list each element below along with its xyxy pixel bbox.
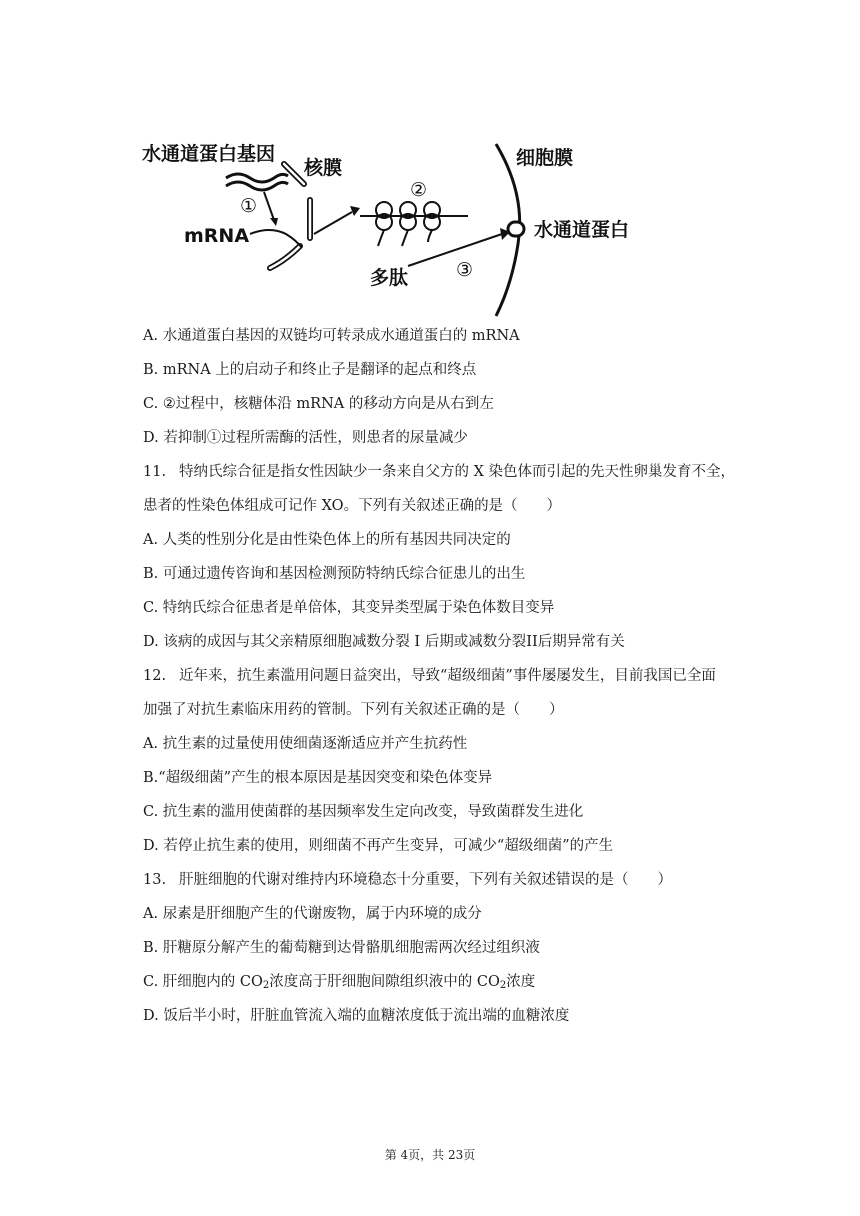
peptide-chain <box>402 230 408 246</box>
transcription-arrowhead <box>270 218 278 226</box>
cell-membrane-label: 细胞膜 <box>516 147 574 169</box>
mrna-label: mRNA <box>184 225 250 247</box>
q13-option-d: D. 饭后半小时，肝脏血管流入端的血糖浓度低于流出端的血糖浓度 <box>143 1008 570 1024</box>
q12-option-c: C. 抗生素的滥用使菌群的基因频率发生定向改变，导致菌群发生进化 <box>143 804 584 820</box>
q11-stem-line-2: 患者的性染色体组成可记作 XO。下列有关叙述正确的是（ ） <box>143 498 562 514</box>
q12-stem-line-2: 加强了对抗生素临床用药的管制。下列有关叙述正确的是（ ） <box>143 702 564 718</box>
q13-option-b: B. 肝糖原分解产生的葡萄糖到达骨骼肌细胞需两次经过组织液 <box>143 940 540 956</box>
q12-stem-line-1 <box>143 666 716 686</box>
q11-number: 11. <box>143 464 167 480</box>
mrna-strand <box>250 230 302 248</box>
q11-option-a: A. 人类的性别分化是由性染色体上的所有基因共同决定的 <box>143 532 511 548</box>
q10-option-c: C. ②过程中，核糖体沿 mRNA 的移动方向是从右到左 <box>143 396 494 412</box>
q13-number: 13. <box>143 872 167 888</box>
q13-option-a: A. 尿素是肝细胞产生的代谢废物，属于内环境的成分 <box>143 906 482 922</box>
page-footer: 第 4页，共 23页 <box>384 1148 476 1162</box>
transcription-arrow <box>264 192 274 220</box>
step2-label: ② <box>410 179 428 201</box>
export-arrowhead <box>350 206 360 216</box>
step1-label: ① <box>240 195 258 217</box>
q13-option-c: C. 肝细胞内的 $CO_2$浓度高于肝细胞间隙组织液中的 $CO_2$浓度 <box>143 974 536 991</box>
q13-stem-line <box>143 870 672 890</box>
aquaporin-label: 水通道蛋白 <box>534 219 630 241</box>
q11-stem-line-1 <box>143 462 735 482</box>
q10-option-b: B. mRNA 上的启动子和终止子是翻译的起点和终点 <box>143 362 477 378</box>
q12-number: 12. <box>143 668 167 684</box>
q11-option-c: C. 特纳氏综合征患者是单倍体，其变异类型属于染色体数目变异 <box>143 600 555 616</box>
polypeptide-label: 多肽 <box>370 267 409 289</box>
q11-option-b: B. 可通过遗传咨询和基因检测预防特纳氏综合征患儿的出生 <box>143 566 526 582</box>
nuclear-membrane-label: 核膜 <box>304 157 343 179</box>
q11-stem-1: 特纳氏综合征是指女性因缺少一条来自父方的 X 染色体而引起的先天性卵巢发育不全， <box>179 464 736 480</box>
step3-label: ③ <box>456 259 474 281</box>
export-arrow <box>314 212 352 234</box>
aquaporin-expression-diagram <box>138 130 658 320</box>
gene-strand-bottom <box>226 182 288 190</box>
peptide-chain <box>378 230 384 246</box>
q13-stem: 肝脏细胞的代谢对维持内环境稳态十分重要，下列有关叙述错误的是（ ） <box>179 872 672 888</box>
q10-option-a: A. 水通道蛋白基因的双链均可转录成水通道蛋白的 mRNA <box>143 328 520 344</box>
peptide-chain <box>428 230 432 242</box>
ribosomes <box>376 202 440 246</box>
q12-option-d: D. 若停止抗生素的使用，则细菌不再产生变异，可减少“超级细菌”的产生 <box>143 838 614 854</box>
q12-option-a: A. 抗生素的过量使用使细菌逐渐适应并产生抗药性 <box>143 736 468 752</box>
gene-label: 水通道蛋白基因 <box>142 143 276 165</box>
q10-option-d: D. 若抑制①过程所需酶的活性，则患者的尿量减少 <box>143 430 468 446</box>
diagram-svg <box>138 130 658 320</box>
q11-option-d: D. 该病的成因与其父亲精原细胞减数分裂 I 后期或减数分裂II后期异常有关 <box>143 634 625 650</box>
aquaporin-channel <box>508 222 524 236</box>
transport-arrow <box>408 234 502 266</box>
q12-option-b: B.“超级细菌”产生的根本原因是基因突变和染色体变异 <box>143 770 493 786</box>
q12-stem-1: 近年来，抗生素滥用问题日益突出，导致“超级细菌”事件屡屡发生，目前我国已全面 <box>179 668 716 684</box>
